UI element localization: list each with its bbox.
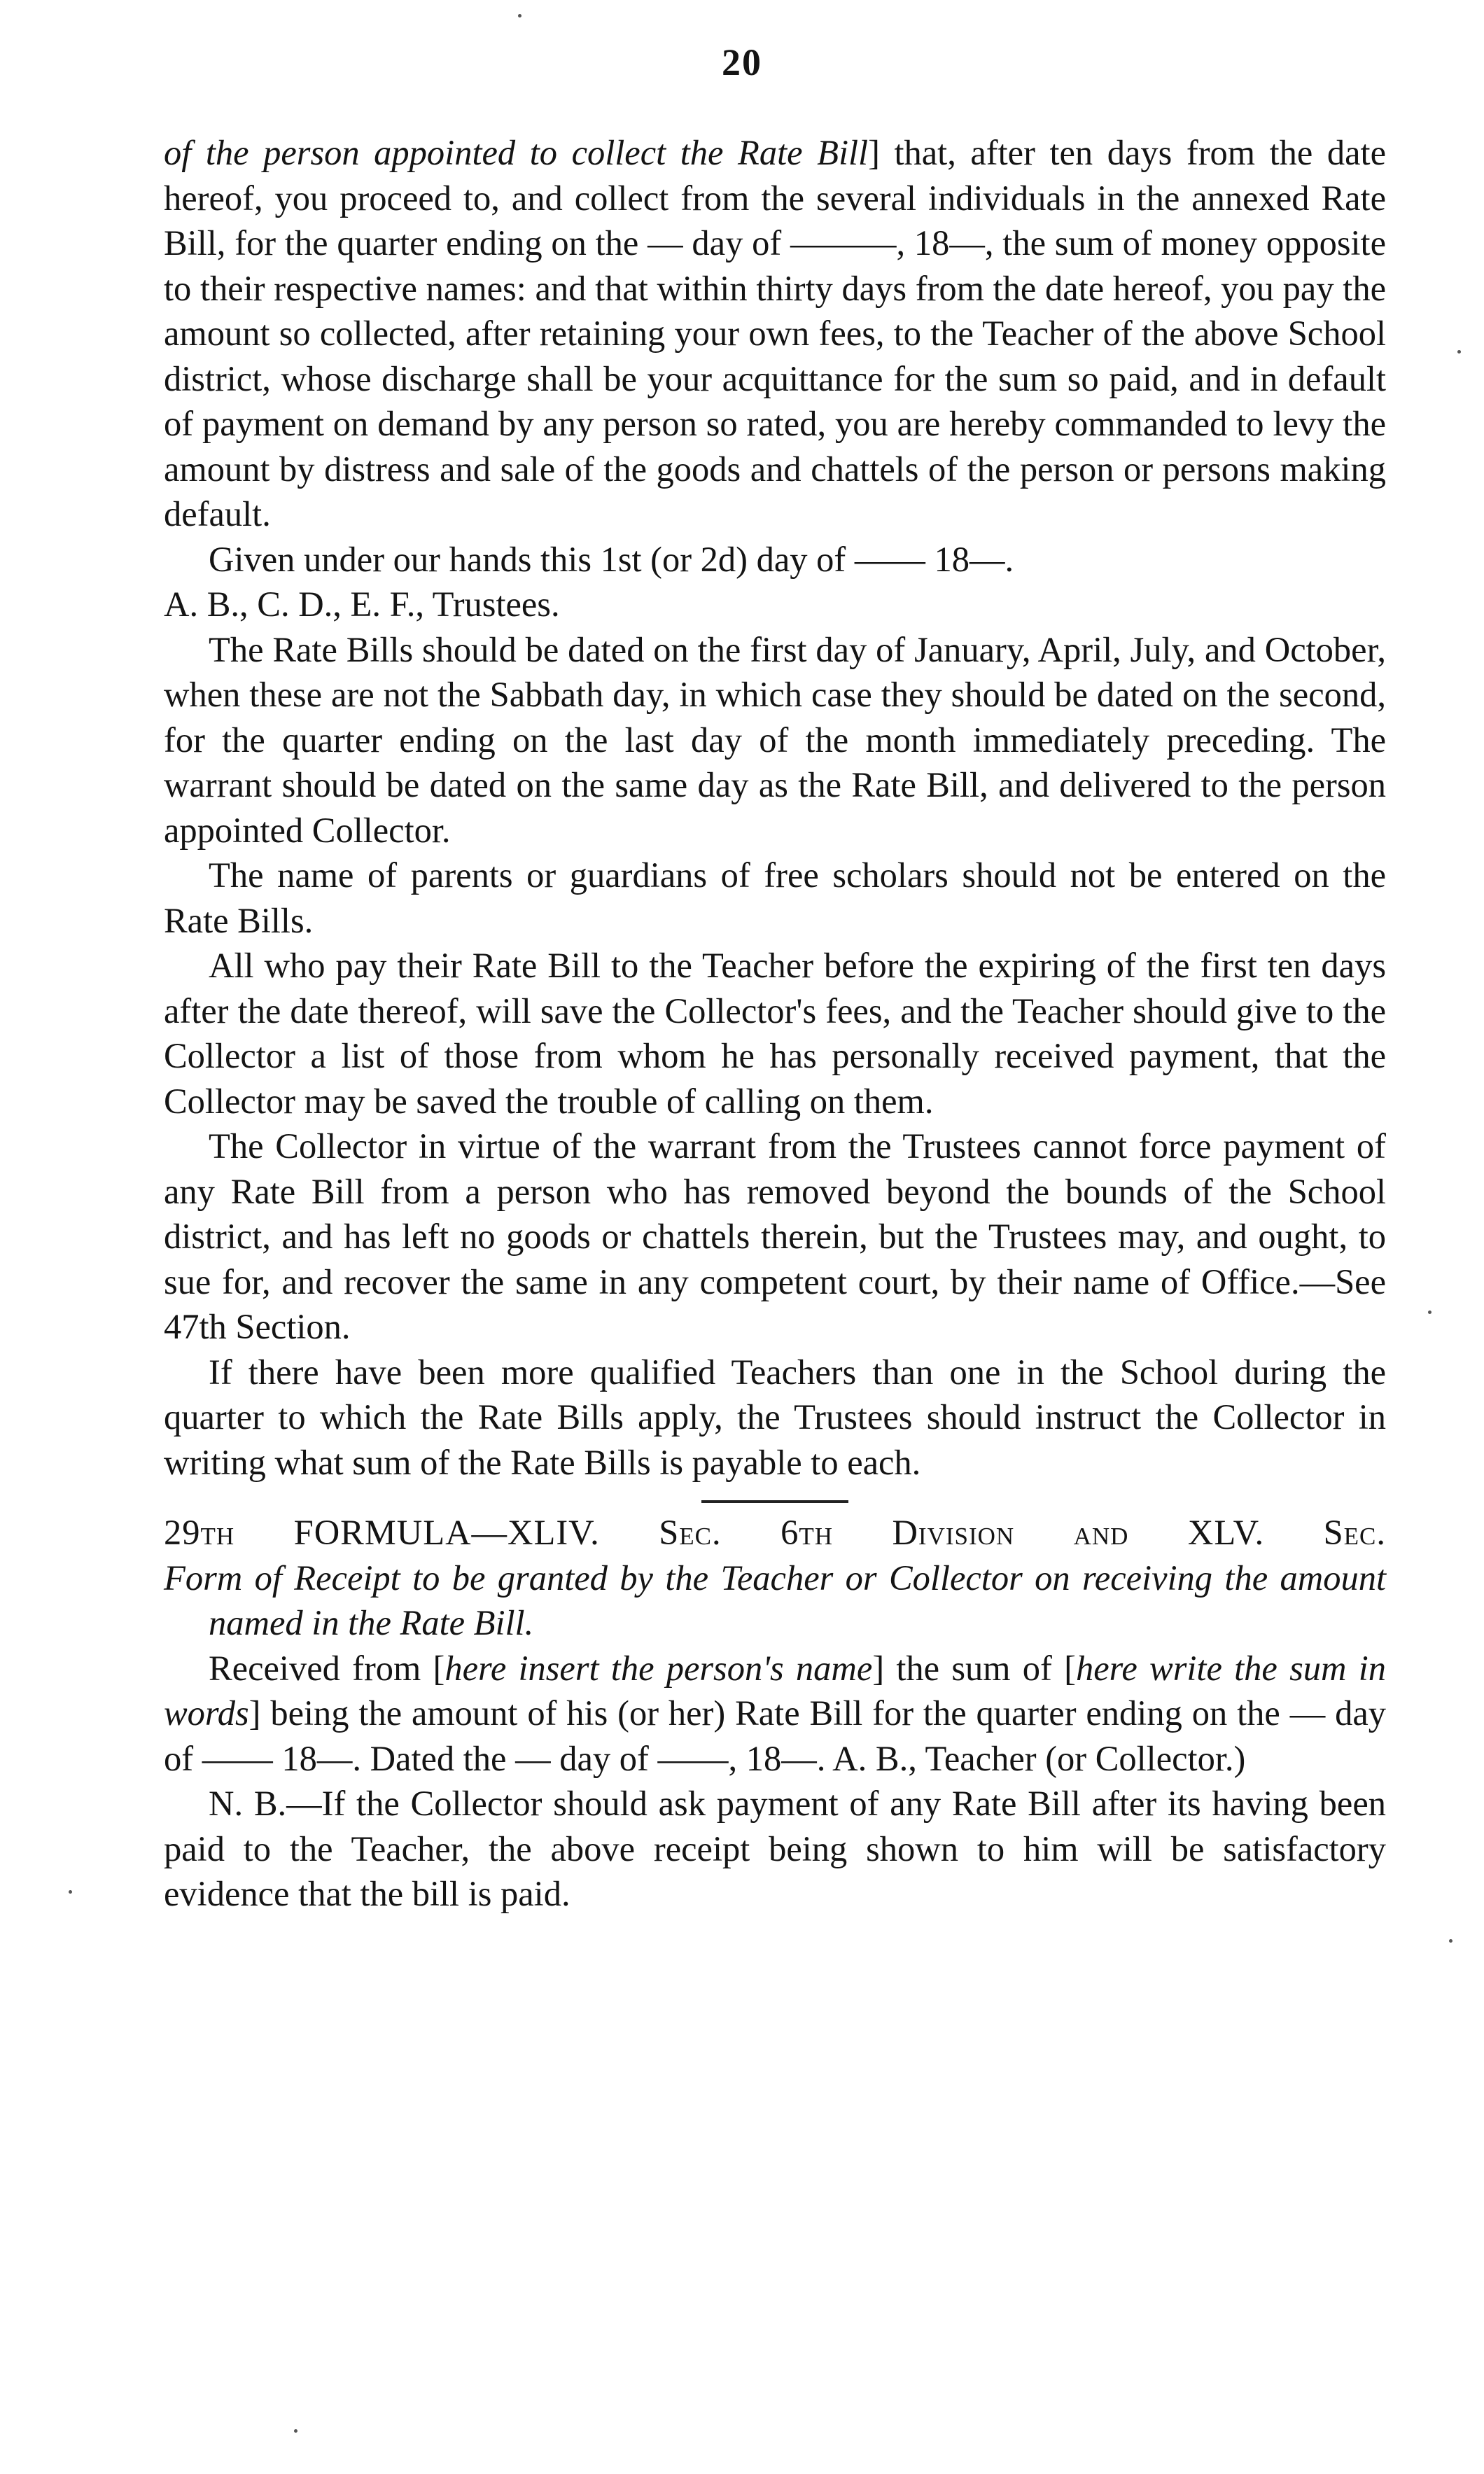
- print-speck: [1449, 1939, 1452, 1943]
- paragraph-multiple-teachers: If there have been more qualified Teachers than one in the School during the quarter to which the Rate Bills apply, the Trustees should instruct the Collector in writing what sum of the Rate Bills is payable to each.: [164, 1352, 1386, 1482]
- print-speck: [294, 2429, 298, 2433]
- formula-section-b: XLV. Sec.: [1187, 1513, 1387, 1552]
- warrant-continuation-paragraph: [164, 130, 1386, 537]
- receipt-signature: A. B., Teacher (or Collector.): [832, 1738, 1246, 1778]
- print-speck: [69, 1890, 72, 1894]
- print-speck: [1428, 1311, 1432, 1314]
- page-body: [164, 130, 1386, 1917]
- paragraph-free-scholars: The name of parents or guardians of free scholars should not be entered on the Rate Bills.: [164, 855, 1386, 940]
- nota-bene-paragraph: N. B.—If the Collector should ask payment of any Rate Bill after its having been paid to the Teacher, the above receipt being shown to him will be satisfactory evidence that the bill is paid.: [164, 1784, 1386, 1913]
- warrant-italic-lead: of the person appointed to collect the Rate Bill: [164, 133, 869, 172]
- section-divider-rule: [701, 1500, 848, 1503]
- page-number: 20: [722, 41, 762, 83]
- receipt-text-3: ] being the amount of his (or her) Rate Bill for the quarter ending on the — day of —— 18—. Dated the — day of ——, 18—.: [164, 1693, 1386, 1778]
- paragraph-collector-limits: The Collector in virtue of the warrant from the Trustees cannot force payment of any Rate Bill from a person who has removed beyond the bounds of the School district, and has left no goods or chattels therein, but the Trustees may, and ought, to sue for, and recover the same in any competent court, by their name of Office.—See 47th Section.: [164, 1126, 1386, 1346]
- formula-section-a: Sec. 6th Division and: [659, 1513, 1129, 1552]
- warrant-text: ] that, after ten days from the date hereof, you proceed to, and collect from the several individuals in the annexed Rate Bill, for the quarter ending on the — day of ———, 18—, the sum of money opposite to their respective names: and that within thirty days from the date hereof, you pay the amount so collected, after retaining your own fees, to the Teacher of the above School district, whose discharge shall be your acquittance for the sum so paid, and in default of payment on demand by any person so rated, you are hereby commanded to levy the amount by distress and sale of the goods and chattels of the person or persons making default.: [164, 133, 1387, 533]
- print-speck: [1457, 350, 1461, 354]
- receipt-signature-gap: [825, 1739, 832, 1778]
- formula-title: Form of Receipt to be granted by the Teacher or Collector on receiving the amount named in the Rate Bill.: [164, 1558, 1386, 1642]
- receipt-text-2: ] the sum of [: [872, 1648, 1076, 1688]
- formula-label: FORMULA—XLIV.: [293, 1513, 600, 1552]
- formula-heading: [164, 1510, 1386, 1556]
- receipt-text-1: Received from [: [209, 1648, 445, 1688]
- print-speck: [518, 14, 522, 18]
- paragraph-collector-fees: All who pay their Rate Bill to the Teacher before the expiring of the first ten days after the date thereof, will save the Collector's fees, and the Teacher should give to the Collector a list of those from whom he has personally received payment, that the Collector may be saved the trouble of calling on them.: [164, 946, 1386, 1121]
- given-under-line: Given under our hands this 1st (or 2d) day of —— 18—.: [209, 539, 1014, 579]
- receipt-form-paragraph: [164, 1646, 1386, 1782]
- receipt-placeholder-name: here insert the person's name: [444, 1648, 873, 1688]
- paragraph-rate-bill-dating: The Rate Bills should be dated on the first day of January, April, July, and October, when these are not the Sabbath day, in which case they should be dated on the second, for the quarter ending on the last day of the month immediately preceding. The warrant should be dated on the same day as the Rate Bill, and delivered to the person appointed Collector.: [164, 629, 1386, 850]
- trustees-signature: A. B., C. D., E. F., Trustees.: [164, 585, 560, 624]
- formula-number: 29th: [164, 1513, 235, 1552]
- receipt-placeholder-sum: here write the sum in words: [164, 1648, 1386, 1733]
